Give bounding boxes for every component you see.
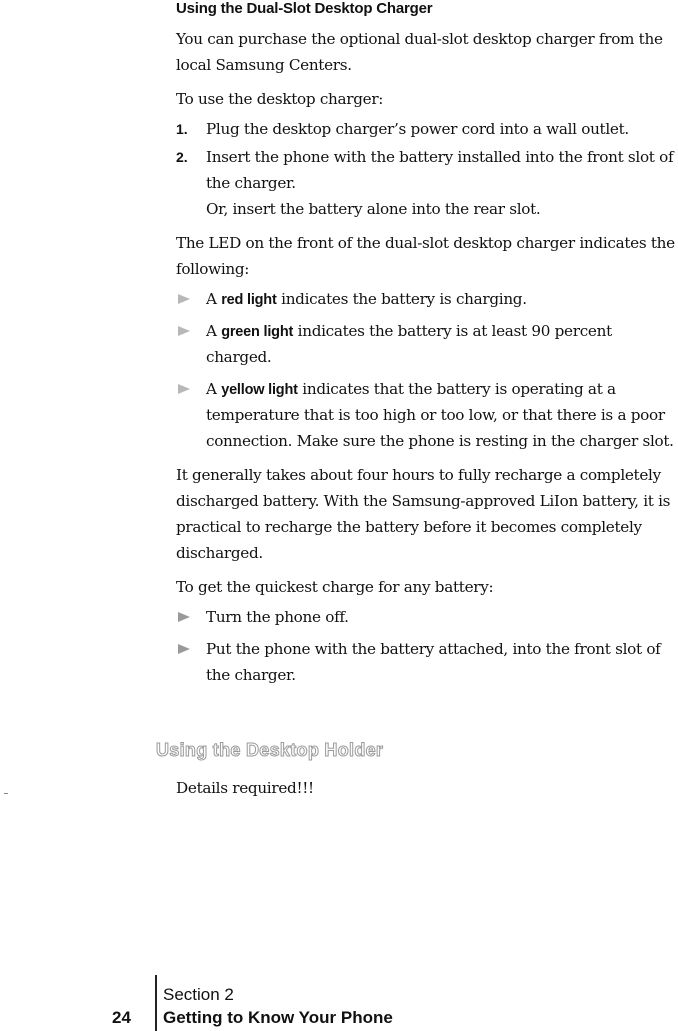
led-item (176, 318, 676, 370)
section-heading: Using the Desktop Holder (156, 740, 384, 760)
quick-item (176, 604, 676, 630)
led-pre: A (206, 322, 222, 340)
margin-mark (4, 793, 8, 794)
step-text: Insert the phone with the battery installed into the front slot of the charger. (206, 148, 674, 192)
bullet-arrow-icon (178, 326, 190, 336)
step-item (176, 144, 676, 222)
quick-text: Put the phone with the battery attached, into the front slot of the charger. (206, 640, 661, 684)
led-pre: A (206, 380, 222, 398)
led-keyword: red light (221, 292, 277, 308)
subsection-heading: Using the Dual-Slot Desktop Charger (176, 0, 433, 17)
led-pre: A (206, 290, 222, 308)
quick-list (176, 604, 676, 688)
step-item (176, 116, 676, 142)
steps-list (176, 116, 676, 222)
to-use-paragraph: To use the desktop charger: (176, 90, 384, 108)
footer-title: Getting to Know Your Phone (163, 1008, 393, 1027)
bullet-arrow-icon (178, 644, 190, 654)
led-post: indicates that the battery is operating at a temperature that is too high or too low, or that there is a poor connection. Make sure the phone is resting in the charger slot. (206, 380, 674, 450)
quickest-paragraph: To get the quickest charge for any battery: (176, 578, 494, 596)
bullet-arrow-icon (178, 384, 190, 394)
details-paragraph: Details required!!! (176, 779, 314, 797)
step-number: 2. (176, 149, 188, 165)
led-keyword: green light (221, 324, 294, 340)
step-text: Plug the desktop charger’s power cord into a wall outlet. (206, 120, 629, 138)
intro-paragraph: You can purchase the optional dual-slot desktop charger from the local Samsung Centers. (176, 30, 663, 74)
content-column (176, 0, 676, 694)
step-number: 1. (176, 121, 188, 137)
step-alt-text: Or, insert the battery alone into the rear slot. (206, 200, 541, 218)
led-item (176, 376, 676, 454)
footer-section: Section 2 (163, 985, 234, 1004)
led-intro-paragraph: The LED on the front of the dual-slot desktop charger indicates the following: (176, 234, 675, 278)
footer-divider (155, 975, 157, 1031)
led-keyword: yellow light (221, 382, 298, 398)
led-list (176, 286, 676, 454)
bullet-arrow-icon (178, 294, 190, 304)
page-number: 24 (112, 1008, 131, 1027)
led-post: indicates the battery is at least 90 percent charged. (206, 322, 612, 366)
quick-item (176, 636, 676, 688)
general-paragraph: It generally takes about four hours to fully recharge a completely discharged battery. With the Samsung-approved LiIon battery, it is practical to recharge the battery before it becomes completely discharged. (176, 466, 671, 562)
bullet-arrow-icon (178, 612, 190, 622)
led-item (176, 286, 676, 312)
quick-text: Turn the phone off. (206, 608, 349, 626)
led-post: indicates the battery is charging. (276, 290, 527, 308)
